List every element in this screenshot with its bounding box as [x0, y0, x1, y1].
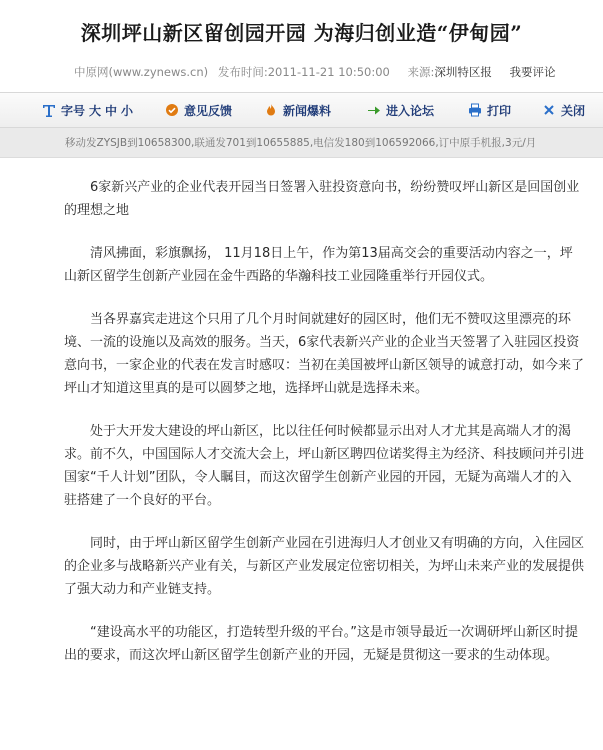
article-paragraph: “建设高水平的功能区，打造转型升级的平台。”这是市领导最近一次调研坪山新区时提出的要求，而这次坪山新区留学生创新产业的开园，无疑是贯彻这一要求的生动体现。 — [64, 625, 578, 663]
meta-published-time: 2011-11-21 10:50:00 — [267, 65, 390, 79]
meta-source: 中原网(www.zynews.cn) — [74, 65, 209, 79]
article-paragraph: 6家新兴产业的企业代表开园当日签署入驻投资意向书，纷纷赞叹坪山新区是回国创业的理想之地 — [64, 180, 580, 218]
news-tip-label: 新闻爆料 — [283, 103, 332, 118]
close-icon — [542, 103, 556, 117]
font-size-medium-button[interactable]: 中 — [105, 103, 118, 118]
meta-source-name[interactable]: 深圳特区报 — [434, 65, 492, 79]
feedback-button[interactable] — [165, 102, 232, 118]
article-paragraph: 清风拂面，彩旗飘扬， 11月18日上午，作为第13届高交会的重要活动内容之一，坪山新区留学生创新产业园在金牛西路的华瀚科技工业园隆重举行开园仪式。 — [64, 246, 573, 284]
font-size-icon — [42, 103, 56, 117]
print-label: 打印 — [487, 103, 512, 118]
printer-icon — [468, 103, 482, 117]
news-tip-button[interactable] — [264, 102, 331, 118]
close-label: 关闭 — [561, 103, 586, 118]
article-paragraph: 处于大开发大建设的坪山新区，比以往任何时候都显示出对人才尤其是高端人才的渴求。前不久，中国国际人才交流大会上，坪山新区聘四位诺奖得主为经济、科技顾问并引进国家“千人计划”团队，令人瞩目，而这次留学生创新产业园的开园，无疑为高端人才的入驻搭建了一个良好的平台。 — [64, 424, 585, 508]
font-size-label: 字号 — [61, 103, 86, 118]
article-paragraph: 同时，由于坪山新区留学生创新产业园在引进海归人才创业又有明确的方向，入住园区的企业多与战略新兴产业有关，与新区产业发展定位密切相关，为坪山未来产业的发展提供了强大动力和产业链支持。 — [64, 536, 585, 597]
article-paragraph: 当各界嘉宾走进这个只用了几个月时间就建好的园区时，他们无不赞叹这里漂亮的环境、一流的设施以及高效的服务。当天，6家代表新兴产业的企业当天签署了入驻园区投资意向书，一家企业的代表在发言时感叹：当初在美国被坪山新区领导的诚意打动，如今来了坪山才知道这里真的是可以圆梦之地，选择坪山就是选择未来。 — [64, 312, 585, 396]
article-toolbar — [0, 92, 603, 128]
meta-published-label: 发布时间: — [217, 65, 268, 79]
font-size-small-button[interactable]: 小 — [121, 103, 134, 118]
article-meta — [0, 64, 603, 80]
meta-source-label: 来源: — [407, 65, 435, 79]
mobile-subscription-notice: 移动发ZYSJB到10658300,联通发701到10655885,电信发180到106592066,订中原手机报,3元/月 — [0, 128, 603, 158]
forum-label: 进入论坛 — [386, 103, 435, 118]
font-size-large-button[interactable]: 大 — [89, 103, 102, 118]
article-body — [64, 176, 584, 687]
news-tip-icon — [264, 103, 278, 117]
forum-button[interactable] — [367, 102, 434, 118]
feedback-label: 意见反馈 — [184, 103, 233, 118]
article-title: 深圳坪山新区留创园开园 为海归创业造“伊甸园” — [80, 21, 523, 45]
forum-icon — [367, 103, 381, 117]
close-button[interactable] — [542, 102, 585, 118]
feedback-icon — [165, 103, 179, 117]
comment-link[interactable]: 我要评论 — [509, 65, 556, 79]
print-button[interactable] — [468, 102, 511, 118]
font-size-control — [42, 102, 133, 118]
